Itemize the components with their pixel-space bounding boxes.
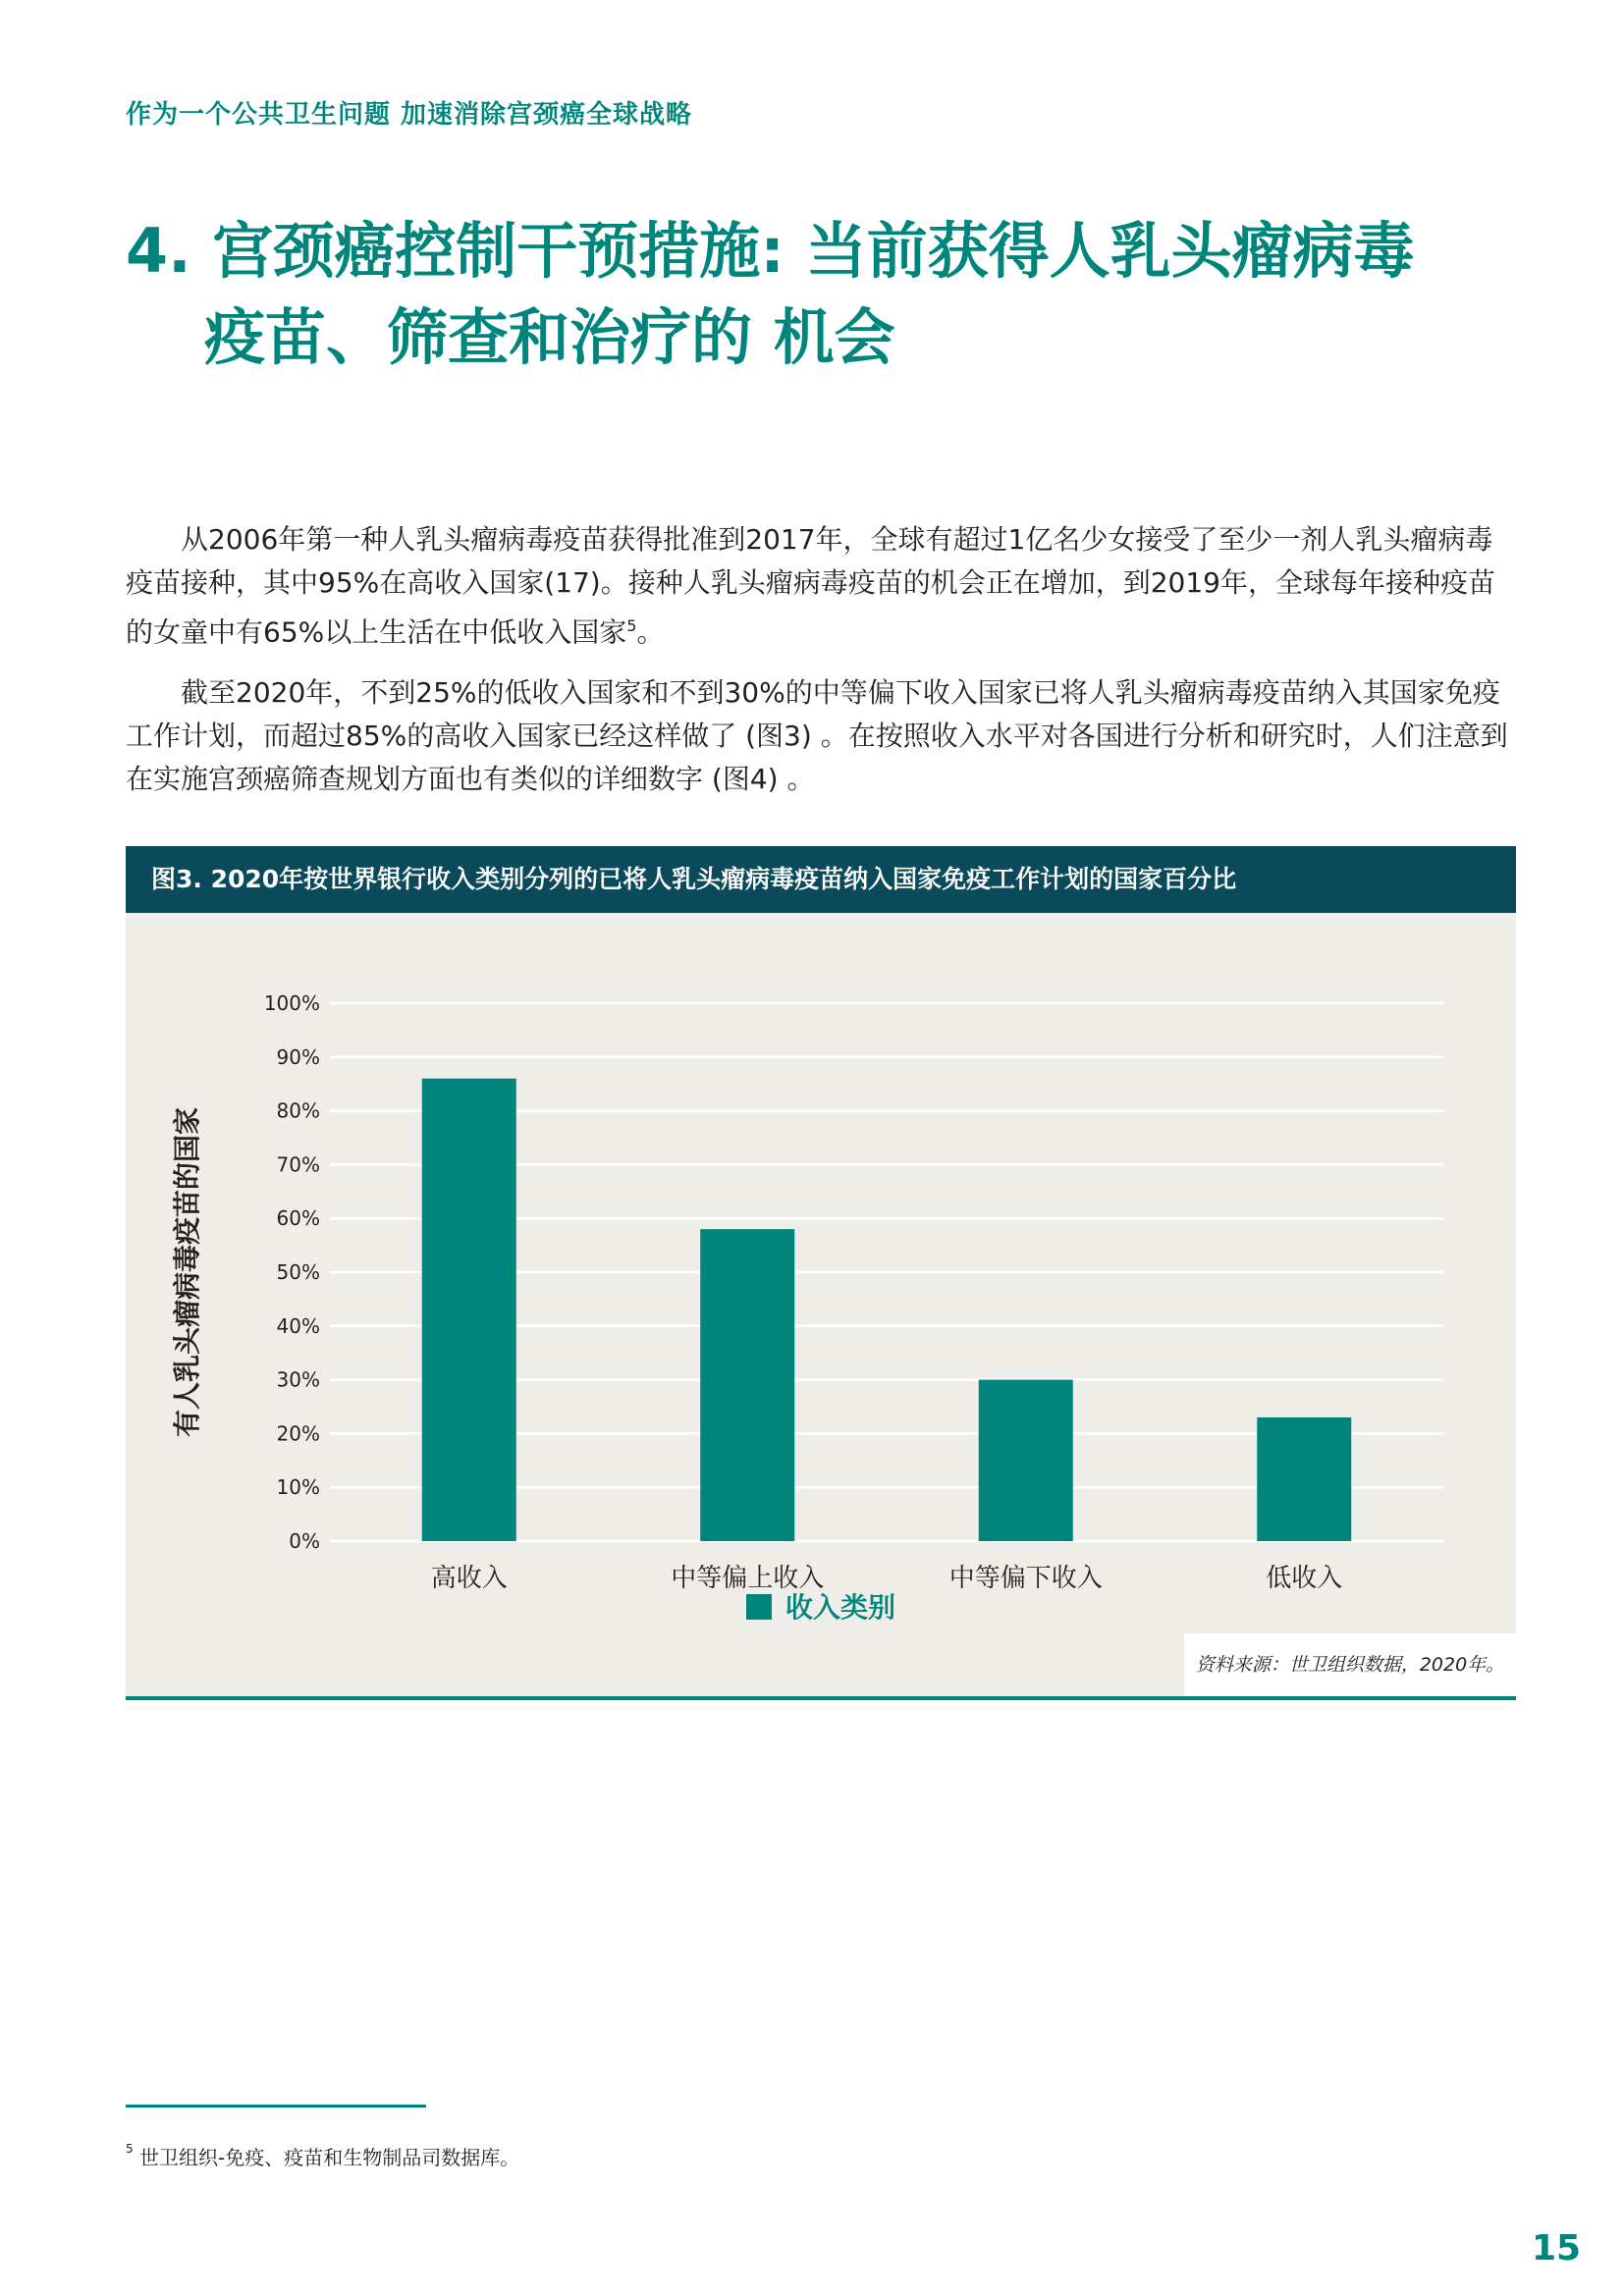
y-tick-label: 80% — [276, 1098, 320, 1123]
page-number: 15 — [1532, 2228, 1582, 2269]
footnote — [126, 2142, 519, 2170]
y-tick-label: 20% — [276, 1421, 320, 1446]
y-axis-title: 有人乳头瘤病毒疫苗的国家 — [171, 1106, 203, 1438]
footnote-marker: 5 — [126, 2142, 134, 2156]
footnote-text: 世卫组织-免疫、疫苗和生物制品司数据库。 — [133, 2146, 520, 2169]
x-category-label: 高收入 — [430, 1564, 508, 1593]
footnote-divider — [126, 2105, 426, 2108]
bar — [700, 1229, 794, 1541]
y-tick-label: 50% — [276, 1260, 320, 1284]
footnote-ref: 5 — [626, 616, 637, 635]
y-tick-label: 90% — [276, 1044, 320, 1069]
legend-label: 收入类别 — [785, 1591, 896, 1624]
section-title-line1: 4. 宫颈癌控制干预措施: 当前获得人乳头瘤病毒 — [126, 215, 1415, 287]
body-text — [126, 518, 1516, 819]
y-tick-label: 40% — [276, 1313, 320, 1338]
paragraph-1-text: 从2006年第一种人乳头瘤病毒疫苗获得批准到2017年，全球有超过1亿名少女接受了至少一剂人乳头瘤病毒疫苗接种，其中95%在高收入国家(17)。接种人乳头瘤病毒疫苗的机会正在增加，到2019年，全球每年接种疫苗的女童中有65%以上生活在中低收入国家 — [126, 523, 1495, 649]
running-head: 作为一个公共卫生问题 加速消除宫颈癌全球战略 — [126, 100, 693, 130]
paragraph-1-end: 。 — [636, 615, 665, 649]
paragraph-1 — [126, 518, 1516, 654]
y-tick-label: 60% — [276, 1206, 320, 1231]
bar — [979, 1380, 1073, 1541]
y-tick-label: 70% — [276, 1152, 320, 1177]
figure-header: 图3. 2020年按世界银行收入类别分列的已将人乳头瘤病毒疫苗纳入国家免疫工作计划的国家百分比 — [126, 846, 1516, 913]
y-tick-label: 10% — [276, 1475, 320, 1500]
x-category-label: 中等偏上收入 — [671, 1564, 825, 1593]
bar — [1257, 1417, 1351, 1541]
x-category-label: 低收入 — [1266, 1564, 1343, 1593]
y-tick-label: 0% — [289, 1529, 320, 1553]
section-title — [126, 208, 1540, 381]
section-title-line2: 疫苗、筛查和治疗的 机会 — [204, 301, 895, 373]
y-tick-label: 30% — [276, 1367, 320, 1392]
bar-chart — [126, 913, 1516, 1696]
y-tick-label: 100% — [263, 991, 320, 1015]
x-category-label: 中等偏下收入 — [948, 1564, 1103, 1593]
source-note: 资料来源：世卫组织数据，2020年。 — [1184, 1633, 1516, 1696]
figure-3 — [126, 846, 1516, 1700]
paragraph-2: 截至2020年，不到25%的低收入国家和不到30%的中等偏下收入国家已将人乳头瘤病毒疫苗纳入其国家免疫工作计划，而超过85%的高收入国家已经这样做了 (图3) 。在按照收入水平对各国进行分析和研究时，人们注意到在实施宫颈癌筛查规划方面也有类似的详细数字 (图4) 。 — [126, 676, 1508, 796]
bar — [422, 1079, 516, 1541]
legend-swatch — [746, 1594, 772, 1620]
